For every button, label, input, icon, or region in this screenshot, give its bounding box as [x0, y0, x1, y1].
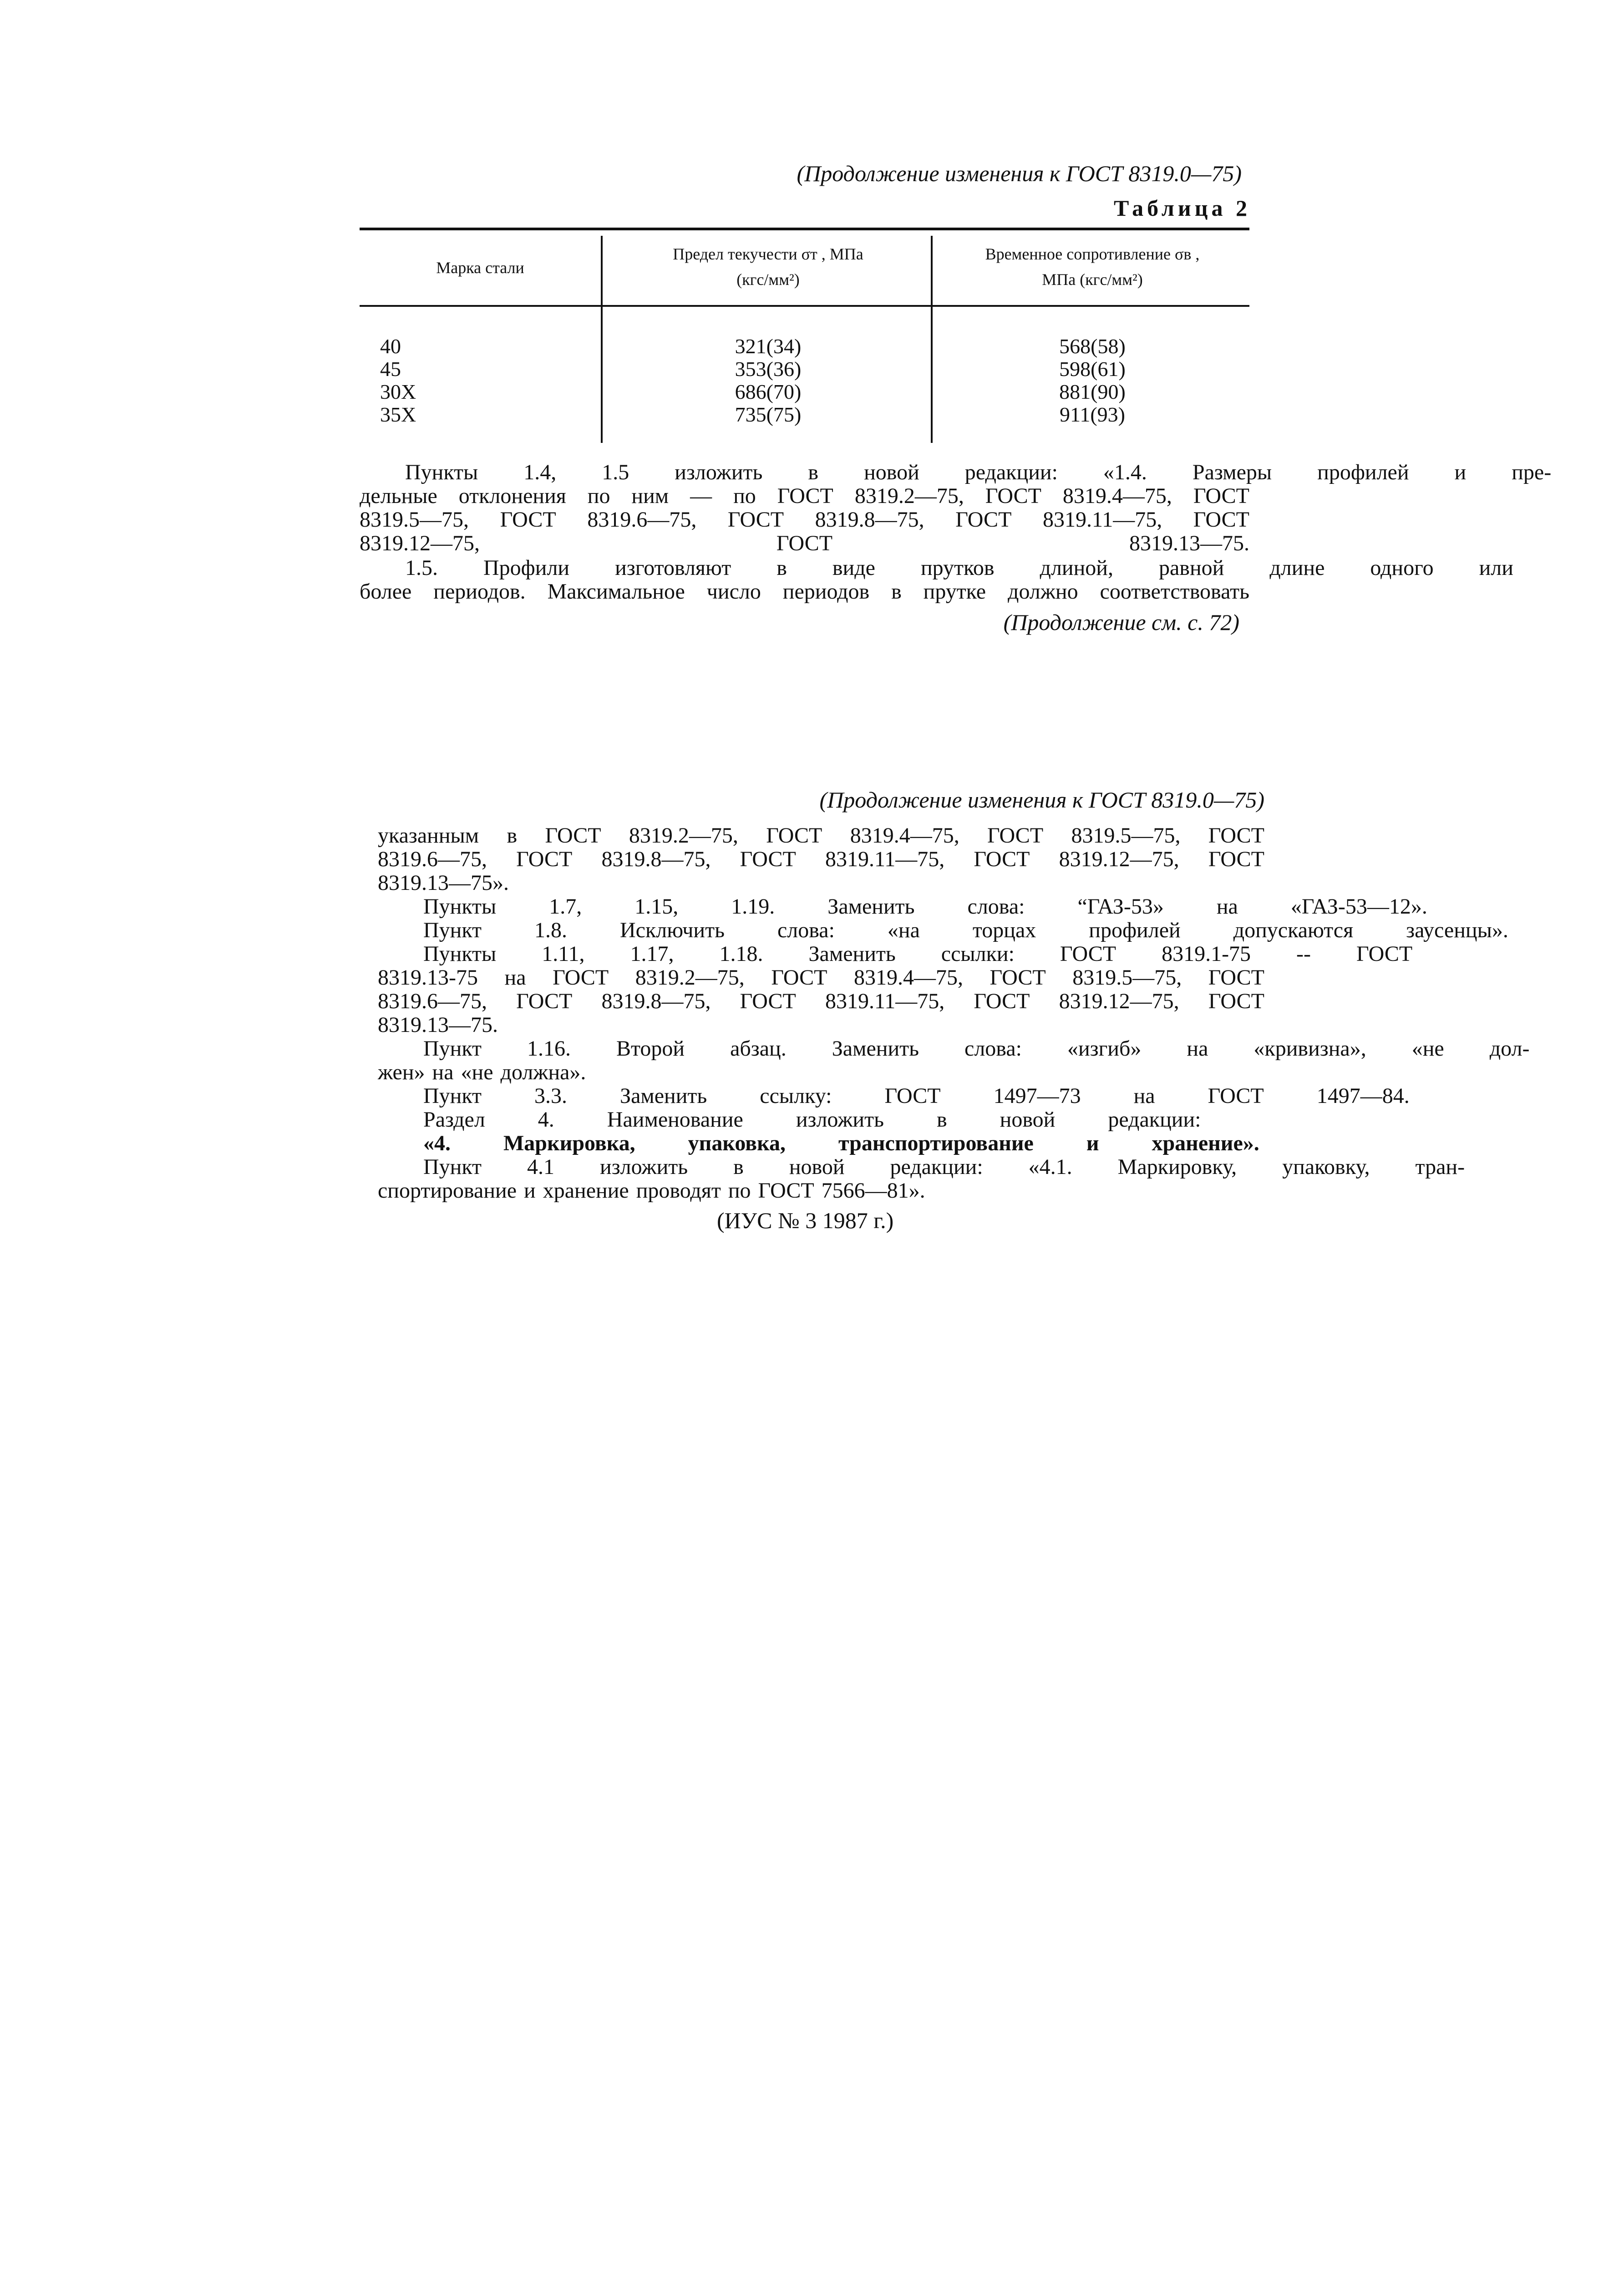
grade-column	[380, 335, 416, 426]
text-line: 8319.13-75 на ГОСТ 8319.2—75, ГОСТ 8319.4—75, ГОСТ 8319.5—75, ГОСТ	[378, 965, 1264, 990]
text-line: 8319.6—75, ГОСТ 8319.8—75, ГОСТ 8319.11—75, ГОСТ 8319.12—75, ГОСТ	[378, 989, 1264, 1013]
table-header-rule	[360, 305, 1249, 307]
text-line: 1.5. Профили изготовляют в виде прутков длиной, равной длине одного или	[405, 556, 1513, 580]
header-strength	[935, 241, 1249, 292]
text-line: 8319.12—75, ГОСТ 8319.13—75.	[360, 531, 1249, 555]
text-line: 8319.5—75, ГОСТ 8319.6—75, ГОСТ 8319.8—75, ГОСТ 8319.11—75, ГОСТ	[360, 508, 1249, 532]
paragraph-item-1-5	[360, 556, 1513, 604]
column-divider	[601, 236, 603, 443]
text-line: Пункт 4.1 изложить в новой редакции: «4.1. Маркировку, упаковку, тран-	[423, 1155, 1465, 1179]
header-grade: Марка стали	[436, 259, 524, 277]
strength-cell: 598(61)	[1059, 357, 1126, 381]
steel-table	[360, 228, 1249, 444]
amendment-text	[378, 823, 1530, 1203]
text-line: 8319.13—75.	[378, 1013, 498, 1037]
continued-note: (Продолжение см. с. 72)	[1003, 610, 1239, 635]
text-line: 8319.13—75».	[378, 871, 509, 895]
yield-cell: 735(75)	[735, 403, 802, 426]
column-divider	[931, 236, 933, 443]
text-line: более периодов. Максимальное число периодов в прутке должно соответствовать	[360, 579, 1249, 604]
text-line: Пункты 1.4, 1.5 изложить в новой редакции: «1.4. Размеры профилей и пре-	[405, 460, 1552, 484]
header-yield-line1: Предел текучести σт , МПа	[673, 245, 863, 263]
header-strength-line2: МПа (кгс/мм²)	[1042, 270, 1143, 289]
text-line: указанным в ГОСТ 8319.2—75, ГОСТ 8319.4—75, ГОСТ 8319.5—75, ГОСТ	[378, 823, 1264, 848]
strength-cell: 911(93)	[1060, 403, 1125, 426]
yield-cell: 321(34)	[735, 335, 802, 358]
paragraph-items-1-4-1-5	[360, 460, 1552, 555]
table-top-rule	[360, 228, 1249, 230]
continuation-header: (Продолжение изменения к ГОСТ 8319.0—75)	[797, 161, 1242, 186]
text-line: спортирование и хранение проводят по ГОСТ 7566—81».	[378, 1179, 925, 1203]
grade-cell: 40	[380, 335, 401, 358]
text-line: Пункт 1.8. Исключить слова: «на торцах профилей допускаются заусенцы».	[423, 918, 1508, 942]
yield-column	[605, 335, 931, 426]
text-line: Пункты 1.11, 1.17, 1.18. Заменить ссылки: ГОСТ 8319.1-75 -- ГОСТ	[423, 942, 1413, 966]
header-yield-line2: (кгс/мм²)	[736, 270, 800, 289]
header-strength-line1: Временное сопротивление σв ,	[985, 245, 1200, 263]
text-line: Пункты 1.7, 1.15, 1.19. Заменить слова: “ГАЗ-53» на «ГАЗ-53—12».	[423, 894, 1427, 919]
text-line: Пункт 3.3. Заменить ссылку: ГОСТ 1497—73 на ГОСТ 1497—84.	[423, 1084, 1410, 1108]
yield-cell: 686(70)	[735, 380, 802, 403]
strength-cell: 881(90)	[1059, 380, 1126, 403]
header-yield	[605, 241, 931, 292]
grade-cell: 35Х	[380, 403, 416, 426]
table-label: Таблица 2	[1113, 195, 1251, 221]
text-line: Пункт 1.16. Второй абзац. Заменить слова: «изгиб» на «кривизна», «не дол-	[423, 1036, 1530, 1061]
strength-column	[935, 335, 1249, 426]
text-line: 8319.6—75, ГОСТ 8319.8—75, ГОСТ 8319.11—75, ГОСТ 8319.12—75, ГОСТ	[378, 847, 1264, 871]
section-title: «4. Маркировка, упаковка, транспортирование и хранение».	[423, 1131, 1259, 1155]
text-line: дельные отклонения по ним — по ГОСТ 8319.2—75, ГОСТ 8319.4—75, ГОСТ	[360, 484, 1249, 508]
text-line: Раздел 4. Наименование изложить в новой редакции:	[423, 1108, 1201, 1132]
yield-cell: 353(36)	[735, 357, 802, 381]
continuation-header-2: (Продолжение изменения к ГОСТ 8319.0—75)	[819, 787, 1264, 813]
text-line: жен» на «не должна».	[378, 1060, 586, 1084]
grade-cell: 45	[380, 357, 401, 381]
strength-cell: 568(58)	[1059, 335, 1126, 358]
grade-cell: 30Х	[380, 380, 416, 403]
ius-footer: (ИУС № 3 1987 г.)	[717, 1208, 894, 1233]
